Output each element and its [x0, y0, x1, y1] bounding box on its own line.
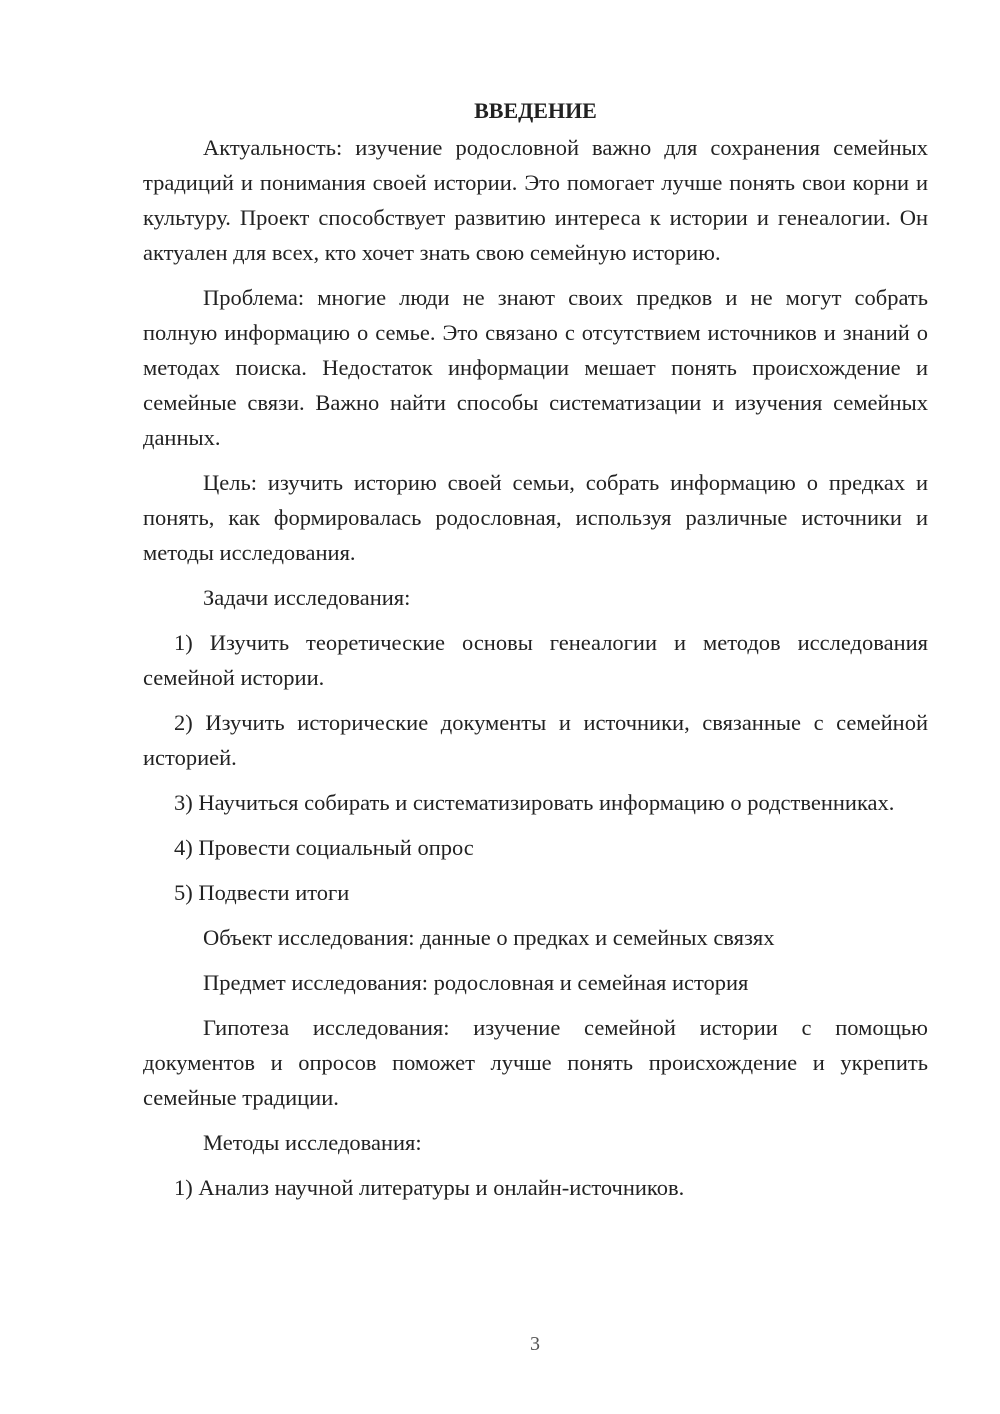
- method-item: 1) Анализ научной литературы и онлайн-источников.: [174, 1175, 685, 1200]
- page-content: [143, 93, 928, 1215]
- task-item: 5) Подвести итоги: [174, 880, 350, 905]
- methods-title: Методы исследования:: [203, 1130, 422, 1155]
- task-item: 4) Провести социальный опрос: [174, 835, 474, 860]
- section-heading: ВВЕДЕНИЕ: [474, 98, 597, 123]
- goal-paragraph: Цель: изучить историю своей семьи, собрать информацию о предках и понять, как формировалась родословная, используя различные источники и методы исследования.: [143, 470, 928, 565]
- relevance-paragraph: Актуальность: изучение родословной важно для сохранения семейных традиций и понимания своей истории. Это помогает лучше понять свои корни и культуру. Проект способствует развитию интереса к истории и генеалогии. Он актуален для всех, кто хочет знать свою семейную историю.: [143, 135, 928, 265]
- task-item: 2) Изучить исторические документы и источники, связанные с семейной историей.: [143, 710, 928, 770]
- task-item: 1) Изучить теоретические основы генеалогии и методов исследования семейной истории.: [143, 630, 928, 690]
- problem-paragraph: Проблема: многие люди не знают своих предков и не могут собрать полную информацию о семье. Это связано с отсутствием источников и знаний о методах поиска. Недостаток информации мешает понять происхождение и семейные связи. Важно найти способы систематизации и изучения семейных данных.: [143, 285, 928, 450]
- object-paragraph: Объект исследования: данные о предках и семейных связях: [203, 925, 775, 950]
- subject-paragraph: Предмет исследования: родословная и семейная история: [203, 970, 749, 995]
- tasks-title: Задачи исследования:: [203, 585, 411, 610]
- task-item: 3) Научиться собирать и систематизировать информацию о родственниках.: [174, 790, 895, 815]
- hypothesis-paragraph: Гипотеза исследования: изучение семейной истории с помощью документов и опросов поможет лучше понять происхождение и укрепить семейные традиции.: [143, 1015, 928, 1110]
- page-number: 3: [530, 1333, 540, 1355]
